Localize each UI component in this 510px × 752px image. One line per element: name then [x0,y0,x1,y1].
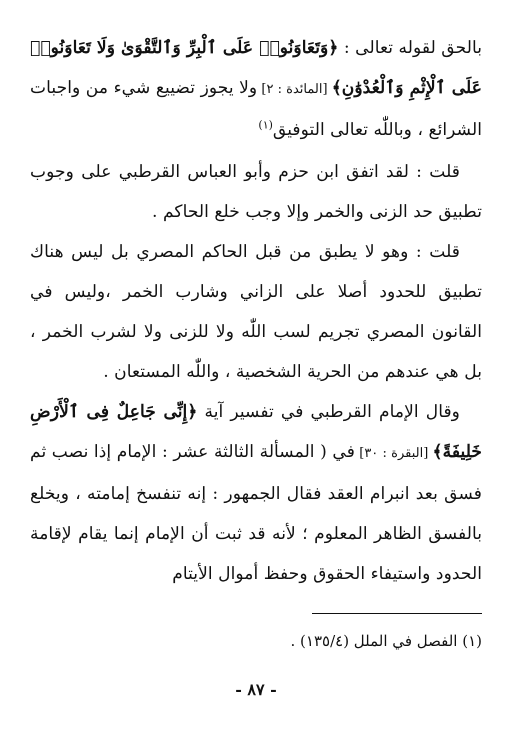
paragraph-2: قلت : لقد اتفق ابن حزم وأبو العباس القرطبي على وجوب تطبيق حد الزنى والخمر وإلا وجب خلع الحاكم . [30,162,482,222]
page-number: - ٨٧ - [235,680,277,699]
footnote: (١) الفصل في الملل (١٣٥/٤) . [290,632,482,650]
paragraph-1 [30,28,482,150]
paragraph-4-rest: في ( المسألة الثالثة عشر : الإمام إذا نصب ثم فسق بعد انبرام العقد فقال الجمهور : إنه تنفسخ إمامته ، ويخلع بالفسق الظاهر المعلوم ؛ لأنه قد ثبت أن الإمام إنما يقام لإقامة الحدود واستيفاء الحقوق وحفظ أموال الأيتام [30,442,482,584]
verse-reference-maidah: [المائدة : ٢] [257,82,332,97]
footnote-marker: (١) [258,118,273,132]
paragraph-1-rest: ولا يجوز تضييع شيء من واجبات الشرائع ، وباللّٰه تعالى التوفيق [30,78,482,140]
paragraph-4-lead: وقال الإمام القرطبي في تفسير آية [197,402,460,422]
footnote-divider [312,613,482,614]
page [30,28,482,728]
verse-reference-baqarah: [البقرة : ٣٠] [354,446,433,461]
paragraph-1-lead: بالحق لقوله تعالى : [338,38,482,58]
quran-verse-maidah: ﴿وَتَعَاوَنُوا۟ عَلَى ٱلْبِرِّ وَٱلتَّقْوَىٰ وَلَا تَعَاوَنُوا۟ عَلَى ٱلْإِثْمِ وَٱلْعُدْوَٰنِ﴾ [30,38,482,98]
paragraph-3: قلت : وهو لا يطبق من قبل الحاكم المصري بل ليس هناك تطبيق للحدود أصلا على الزاني وشارب الخمر ،وليس في القانون المصري تجريم لسب اللّٰه ولا للزنى ولا لشرب الخمر ، بل هي عندهم من الحرية الشخصية ، واللّٰه المستعان . [30,242,482,382]
paragraph-4 [30,392,482,594]
quran-verse-baqarah: ﴿إِنِّى جَاعِلٌ فِى ٱلْأَرْضِ خَلِيفَةً﴾ [30,402,483,462]
